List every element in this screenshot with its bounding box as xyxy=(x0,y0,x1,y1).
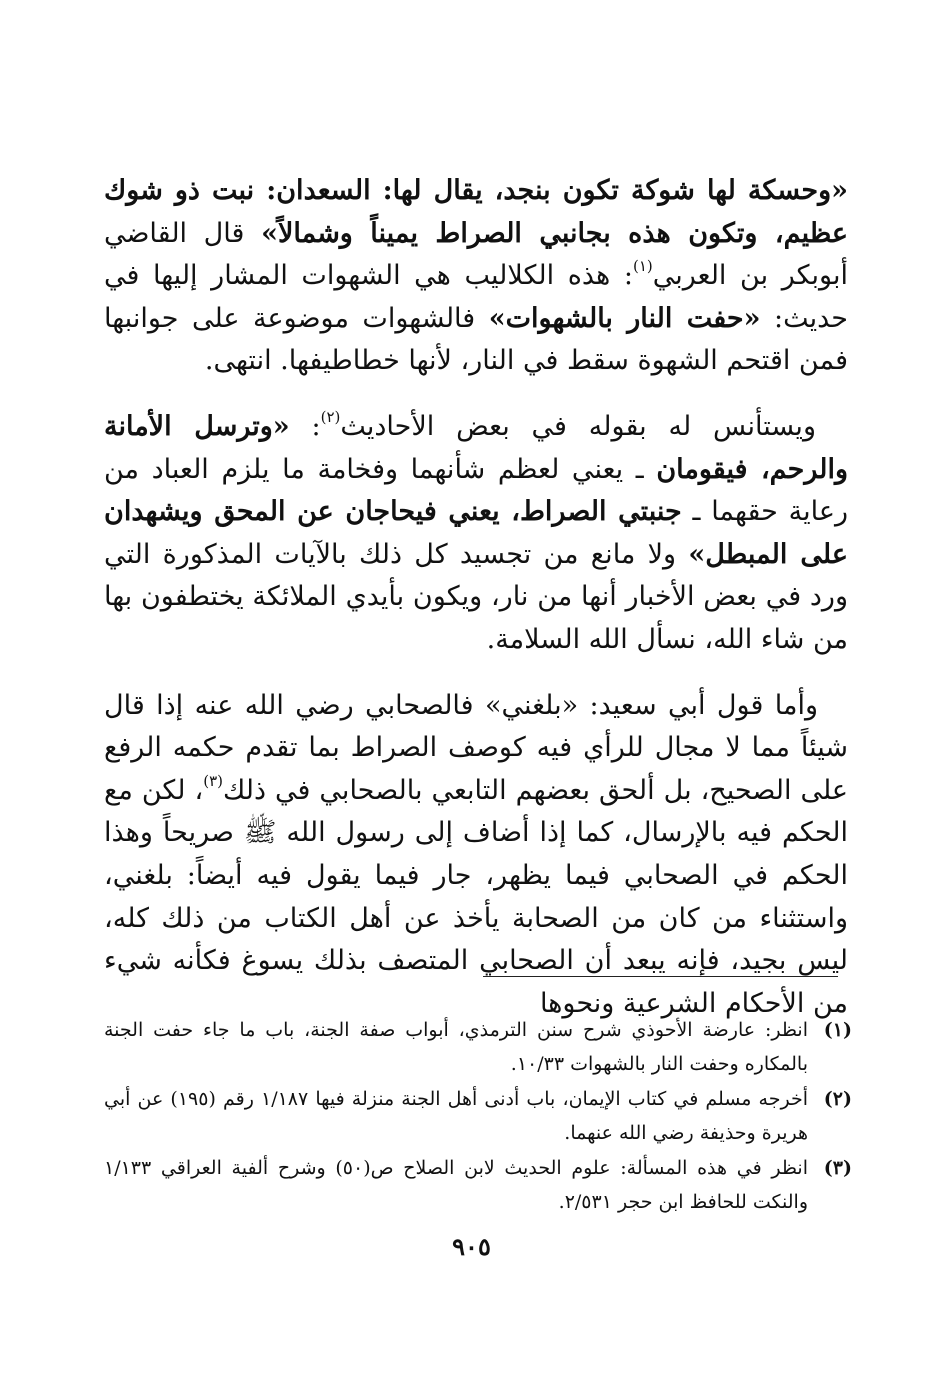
footnote-3 xyxy=(104,1151,852,1219)
footnote-text: انظر في هذه المسألة: علوم الحديث لابن الصلاح ص(٥٠) وشرح ألفية العراقي ١/١٣٣ والنكت للحافظ ابن حجر ٢/٥٣١. xyxy=(104,1157,808,1213)
quote-hadith-text: «حفت النار بالشهوات» xyxy=(488,302,761,334)
text-run: : هذه الكلاليب هي الشهوات المشار إليها في حديث: xyxy=(104,260,848,334)
text-run: ، لكن مع الحكم فيه بالإرسال، كما إذا أضاف إلى رسول الله ﷺ صريحاً وهذا الحكم في الصحابي فيما يظهر، جار فيما يقول فيه أيضاً: بلغني، واستثناء من كان من الصحابة يأخذ عن أهل الكتاب من ذلك كله، ليس بجيد، فإنه يبعد أن الصحابي المتصف بذلك يسوغ فكأنه شيء من الأحكام الشرعية ونحوها xyxy=(104,774,848,1019)
footnote-divider xyxy=(483,976,838,978)
footnote-number: (١) xyxy=(823,1019,852,1041)
footnotes xyxy=(104,1013,852,1220)
footnote-1 xyxy=(104,1013,852,1081)
text-run: قال القاضي أبوبكر بن العربي xyxy=(104,217,848,292)
quote-hadith-text: جنبتي الصراط، يعني فيحاجان عن المحق ويشهدان على المبطل» xyxy=(104,496,848,570)
text-run: ـ يعني لعظم شأنهما وفخامة ما يلزم العباد من رعاية حقهما ـ xyxy=(104,453,848,528)
text-run: فالشهوات موضوعة على جوانبها فمن اقتحم الشهوة سقط في النار، لأنها خطاطيفها. انتهى. xyxy=(104,302,848,377)
quote-hadith-text: «وحسكة لها شوكة تكون بنجد، يقال لها: السعدان: نبت ذو شوك عظيم، وتكون هذه بجانبي الصراط يميناً وشمالاً» xyxy=(104,175,848,249)
main-text xyxy=(104,170,848,1048)
footnote-ref-2[interactable]: (٢) xyxy=(320,407,341,426)
footnote-ref-3[interactable]: (٣) xyxy=(203,771,224,790)
paragraph-1 xyxy=(104,170,848,383)
page-number: ٩٠٥ xyxy=(452,1232,491,1261)
paragraph-2 xyxy=(104,406,848,662)
footnote-text: أخرجه مسلم في كتاب الإيمان، باب أدنى أهل الجنة منزلة فيها ١/١٨٧ رقم (١٩٥) عن أبي هريرة وحذيفة رضي الله عنهما. xyxy=(104,1088,808,1144)
footnote-number: (٣) xyxy=(823,1157,852,1179)
text-run: : xyxy=(289,410,321,442)
footnote-2 xyxy=(104,1082,852,1150)
text-run: ولا مانع من تجسيد كل ذلك بالآيات المذكورة التي ورد في بعض الأخبار أنها من نار، ويكون بأيدي الملائكة يختطفون بها من شاء الله، نسأل الله السلامة. xyxy=(104,538,848,655)
paragraph-3 xyxy=(104,685,848,1026)
footnote-number: (٢) xyxy=(823,1088,852,1110)
footnote-ref-1[interactable]: (١) xyxy=(632,257,653,276)
text-run: ويستأنس له بقوله في بعض الأحاديث xyxy=(340,410,816,442)
quote-hadith-text: «وترسل الأمانة والرحم، فيقومان xyxy=(104,410,848,485)
footnote-text: انظر: عارضة الأحوذي شرح سنن الترمذي، أبواب صفة الجنة، باب ما جاء حفت الجنة بالمكاره وحفت النار بالشهوات ١٠/٣٣. xyxy=(104,1019,808,1075)
text-run: وأما قول أبي سعيد: «بلغني» فالصحابي رضي الله عنه إذا قال شيئاً مما لا مجال للرأي فيه كوصف الصراط بما تقدم حكمه الرفع على الصحيح، بل ألحق بعضهم التابعي بالصحابي في ذلك xyxy=(104,689,849,806)
